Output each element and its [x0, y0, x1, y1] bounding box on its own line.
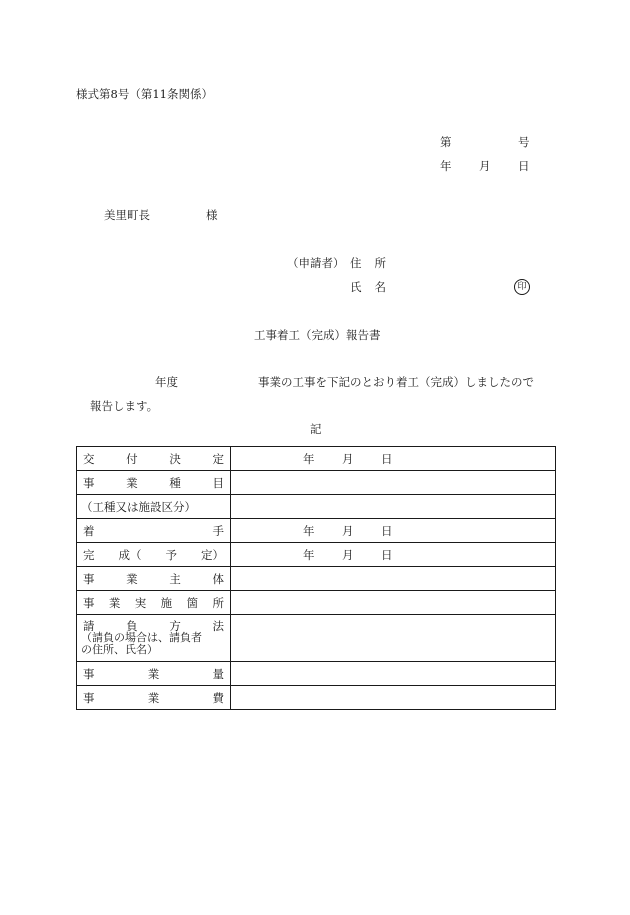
date-month: 月 [479, 159, 491, 173]
row-label-jigyo-ryo: 事 業 量 [77, 662, 231, 686]
date-year: 年 [440, 159, 452, 173]
table-row [77, 567, 556, 591]
table-row [77, 495, 556, 519]
row-label-koshu: （工種又は施設区分） [77, 495, 231, 519]
detail-table [76, 446, 556, 710]
addressee-name: 美里町長 [104, 208, 150, 222]
table-row [77, 662, 556, 686]
value-jigyo-shutai[interactable] [231, 567, 556, 591]
row-label-kansei-yotei: 完 成（ 予 定） [77, 543, 231, 567]
table-row [77, 447, 556, 471]
table-row [77, 543, 556, 567]
row-label-jigyo-shumoku: 事 業 種 目 [77, 471, 231, 495]
value-kofu-kettei-date[interactable]: 年 月 日 [231, 447, 556, 471]
applicant-label: （申請者） [287, 256, 345, 270]
body-text-line1: 事業の工事を下記のとおり着工（完成）しましたので [258, 375, 534, 389]
value-jigyo-shumoku[interactable] [231, 471, 556, 495]
value-ukeoi-hoho[interactable] [231, 615, 556, 662]
doc-no-go: 号 [518, 135, 530, 149]
row-label-jigyo-shutai: 事 業 主 体 [77, 567, 231, 591]
value-jigyo-hi[interactable] [231, 686, 556, 710]
row-label-kofu-kettei: 交 付 決 定 [77, 447, 231, 471]
table-row [77, 519, 556, 543]
value-koshu[interactable] [231, 495, 556, 519]
table-row [77, 615, 556, 662]
ki-label: 記 [310, 422, 322, 436]
row-label-jigyo-hi: 事 業 費 [77, 686, 231, 710]
date-day: 日 [518, 159, 530, 173]
value-kansei-date[interactable]: 年 月 日 [231, 543, 556, 567]
row-label-ukeoi-hoho: 請 負 方 法 （請負の場合は、請負者 の住所、氏名） [77, 615, 231, 662]
body-text-line2: 報告します。 [90, 399, 159, 413]
value-chakushu-date[interactable]: 年 月 日 [231, 519, 556, 543]
table-row [77, 471, 556, 495]
address-label: 住 所 [350, 256, 386, 270]
value-jisshi-kasho[interactable] [231, 591, 556, 615]
row-label-jisshi-kasho: 事 業 実 施 箇 所 [77, 591, 231, 615]
name-label: 氏 名 [350, 280, 386, 294]
form-number: 様式第8号（第11条関係） [76, 87, 213, 101]
body-nendo: 年度 [155, 375, 178, 389]
value-jigyo-ryo[interactable] [231, 662, 556, 686]
addressee-sama: 様 [206, 208, 218, 222]
doc-no-dai: 第 [440, 135, 452, 149]
seal-mark: 印 [514, 279, 530, 295]
document-title: 工事着工（完成）報告書 [254, 328, 381, 342]
table-row [77, 591, 556, 615]
table-row [77, 686, 556, 710]
row-label-chakushu: 着 手 [77, 519, 231, 543]
